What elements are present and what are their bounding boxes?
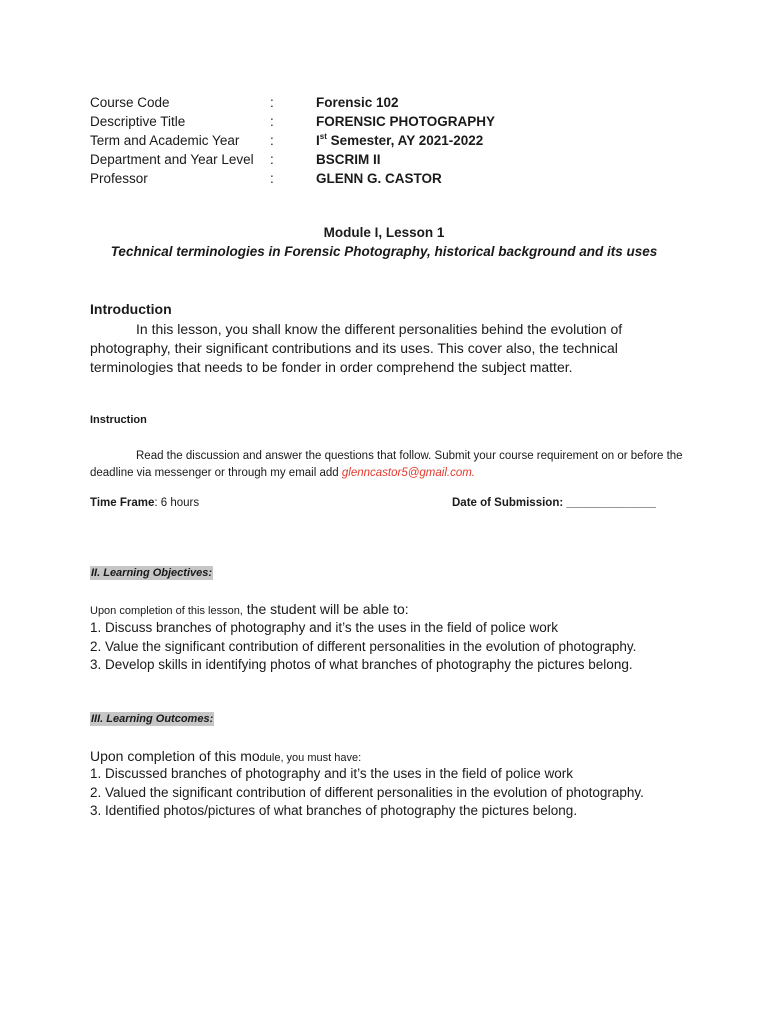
colon: : bbox=[270, 133, 274, 148]
professor-row bbox=[90, 169, 495, 188]
time-frame bbox=[90, 497, 199, 509]
time-frame-label: Time Frame bbox=[90, 497, 155, 509]
introduction-text: In this lesson, you shall know the different personalities behind the evolution of photography, their significant contributions and its uses. This cover also, the technical terminologies that needs to be fonder in order comprehend the subject matter. bbox=[90, 321, 623, 375]
time-frame-value: : 6 hours bbox=[154, 497, 200, 509]
objectives-lead-rest: the student will be able to: bbox=[242, 601, 409, 617]
instruction-heading: Instruction bbox=[90, 414, 147, 426]
outcomes-lead-large: Upon completion of this mo bbox=[90, 748, 260, 764]
list-item: 3. Identified photos/pictures of what branches of photography the pictures belong. bbox=[90, 803, 578, 818]
outcomes-lead-small: dule, you must have: bbox=[259, 752, 362, 764]
list-item: 1. Discussed branches of photography and it’s the uses in the field of police work bbox=[90, 766, 574, 781]
colon: : bbox=[270, 114, 274, 129]
term-value-text: Semester, AY 2021-2022 bbox=[326, 133, 484, 148]
colon: : bbox=[270, 171, 274, 186]
objectives-lead bbox=[90, 600, 409, 620]
introduction-heading: Introduction bbox=[90, 301, 172, 317]
module-title: Module I, Lesson 1 bbox=[323, 225, 445, 240]
date-of-submission: Date of Submission: ______________ bbox=[452, 497, 656, 509]
module-subtitle: Technical terminologies in Forensic Photography, historical background and its uses bbox=[110, 244, 658, 259]
course-code-label: Course Code bbox=[90, 95, 170, 110]
department-label: Department and Year Level bbox=[90, 152, 254, 167]
list-item: 2. Valued the significant contribution of different personalities in the evolution of photography. bbox=[90, 784, 644, 800]
learning-outcomes-label: III. Learning Outcomes: bbox=[91, 713, 214, 725]
list-item: 1. Discuss branches of photography and it’s the uses in the field of police work bbox=[90, 620, 559, 635]
email-link[interactable]: glenncastor5@gmail.com. bbox=[341, 467, 475, 479]
term-value-prefix: I bbox=[316, 133, 320, 148]
department-row bbox=[90, 150, 495, 169]
objectives-list bbox=[90, 619, 690, 675]
descriptive-title-value: FORENSIC PHOTOGRAPHY bbox=[316, 114, 496, 129]
professor-label: Professor bbox=[90, 171, 148, 186]
colon: : bbox=[270, 152, 274, 167]
learning-objectives-label: II. Learning Objectives: bbox=[91, 567, 213, 579]
term-value-superscript: st bbox=[319, 132, 327, 141]
descriptive-title-label: Descriptive Title bbox=[90, 114, 186, 129]
outcomes-list bbox=[90, 765, 690, 821]
department-value: BSCRIM II bbox=[316, 152, 381, 167]
objectives-lead-small: Upon completion of this lesson, bbox=[90, 605, 243, 617]
professor-value: GLENN G. CASTOR bbox=[316, 171, 442, 186]
course-info-table bbox=[90, 93, 495, 188]
course-code-row bbox=[90, 93, 495, 112]
descriptive-title-row bbox=[90, 112, 495, 131]
term-label: Term and Academic Year bbox=[90, 133, 240, 148]
term-value bbox=[316, 131, 483, 150]
list-item: 3. Develop skills in identifying photos of what branches of photography the pictures belong. bbox=[90, 657, 633, 672]
course-code-value: Forensic 102 bbox=[316, 95, 399, 110]
outcomes-lead bbox=[90, 747, 361, 767]
colon: : bbox=[270, 95, 274, 110]
instruction-body: Read the discussion and answer the questions that follow. Submit your course requirement on or before the deadline via messenger or through my email add bbox=[90, 450, 683, 479]
instruction-text bbox=[90, 448, 690, 482]
term-row bbox=[90, 131, 495, 150]
list-item: 2. Value the significant contribution of different personalities in the evolution of photography. bbox=[90, 638, 637, 654]
